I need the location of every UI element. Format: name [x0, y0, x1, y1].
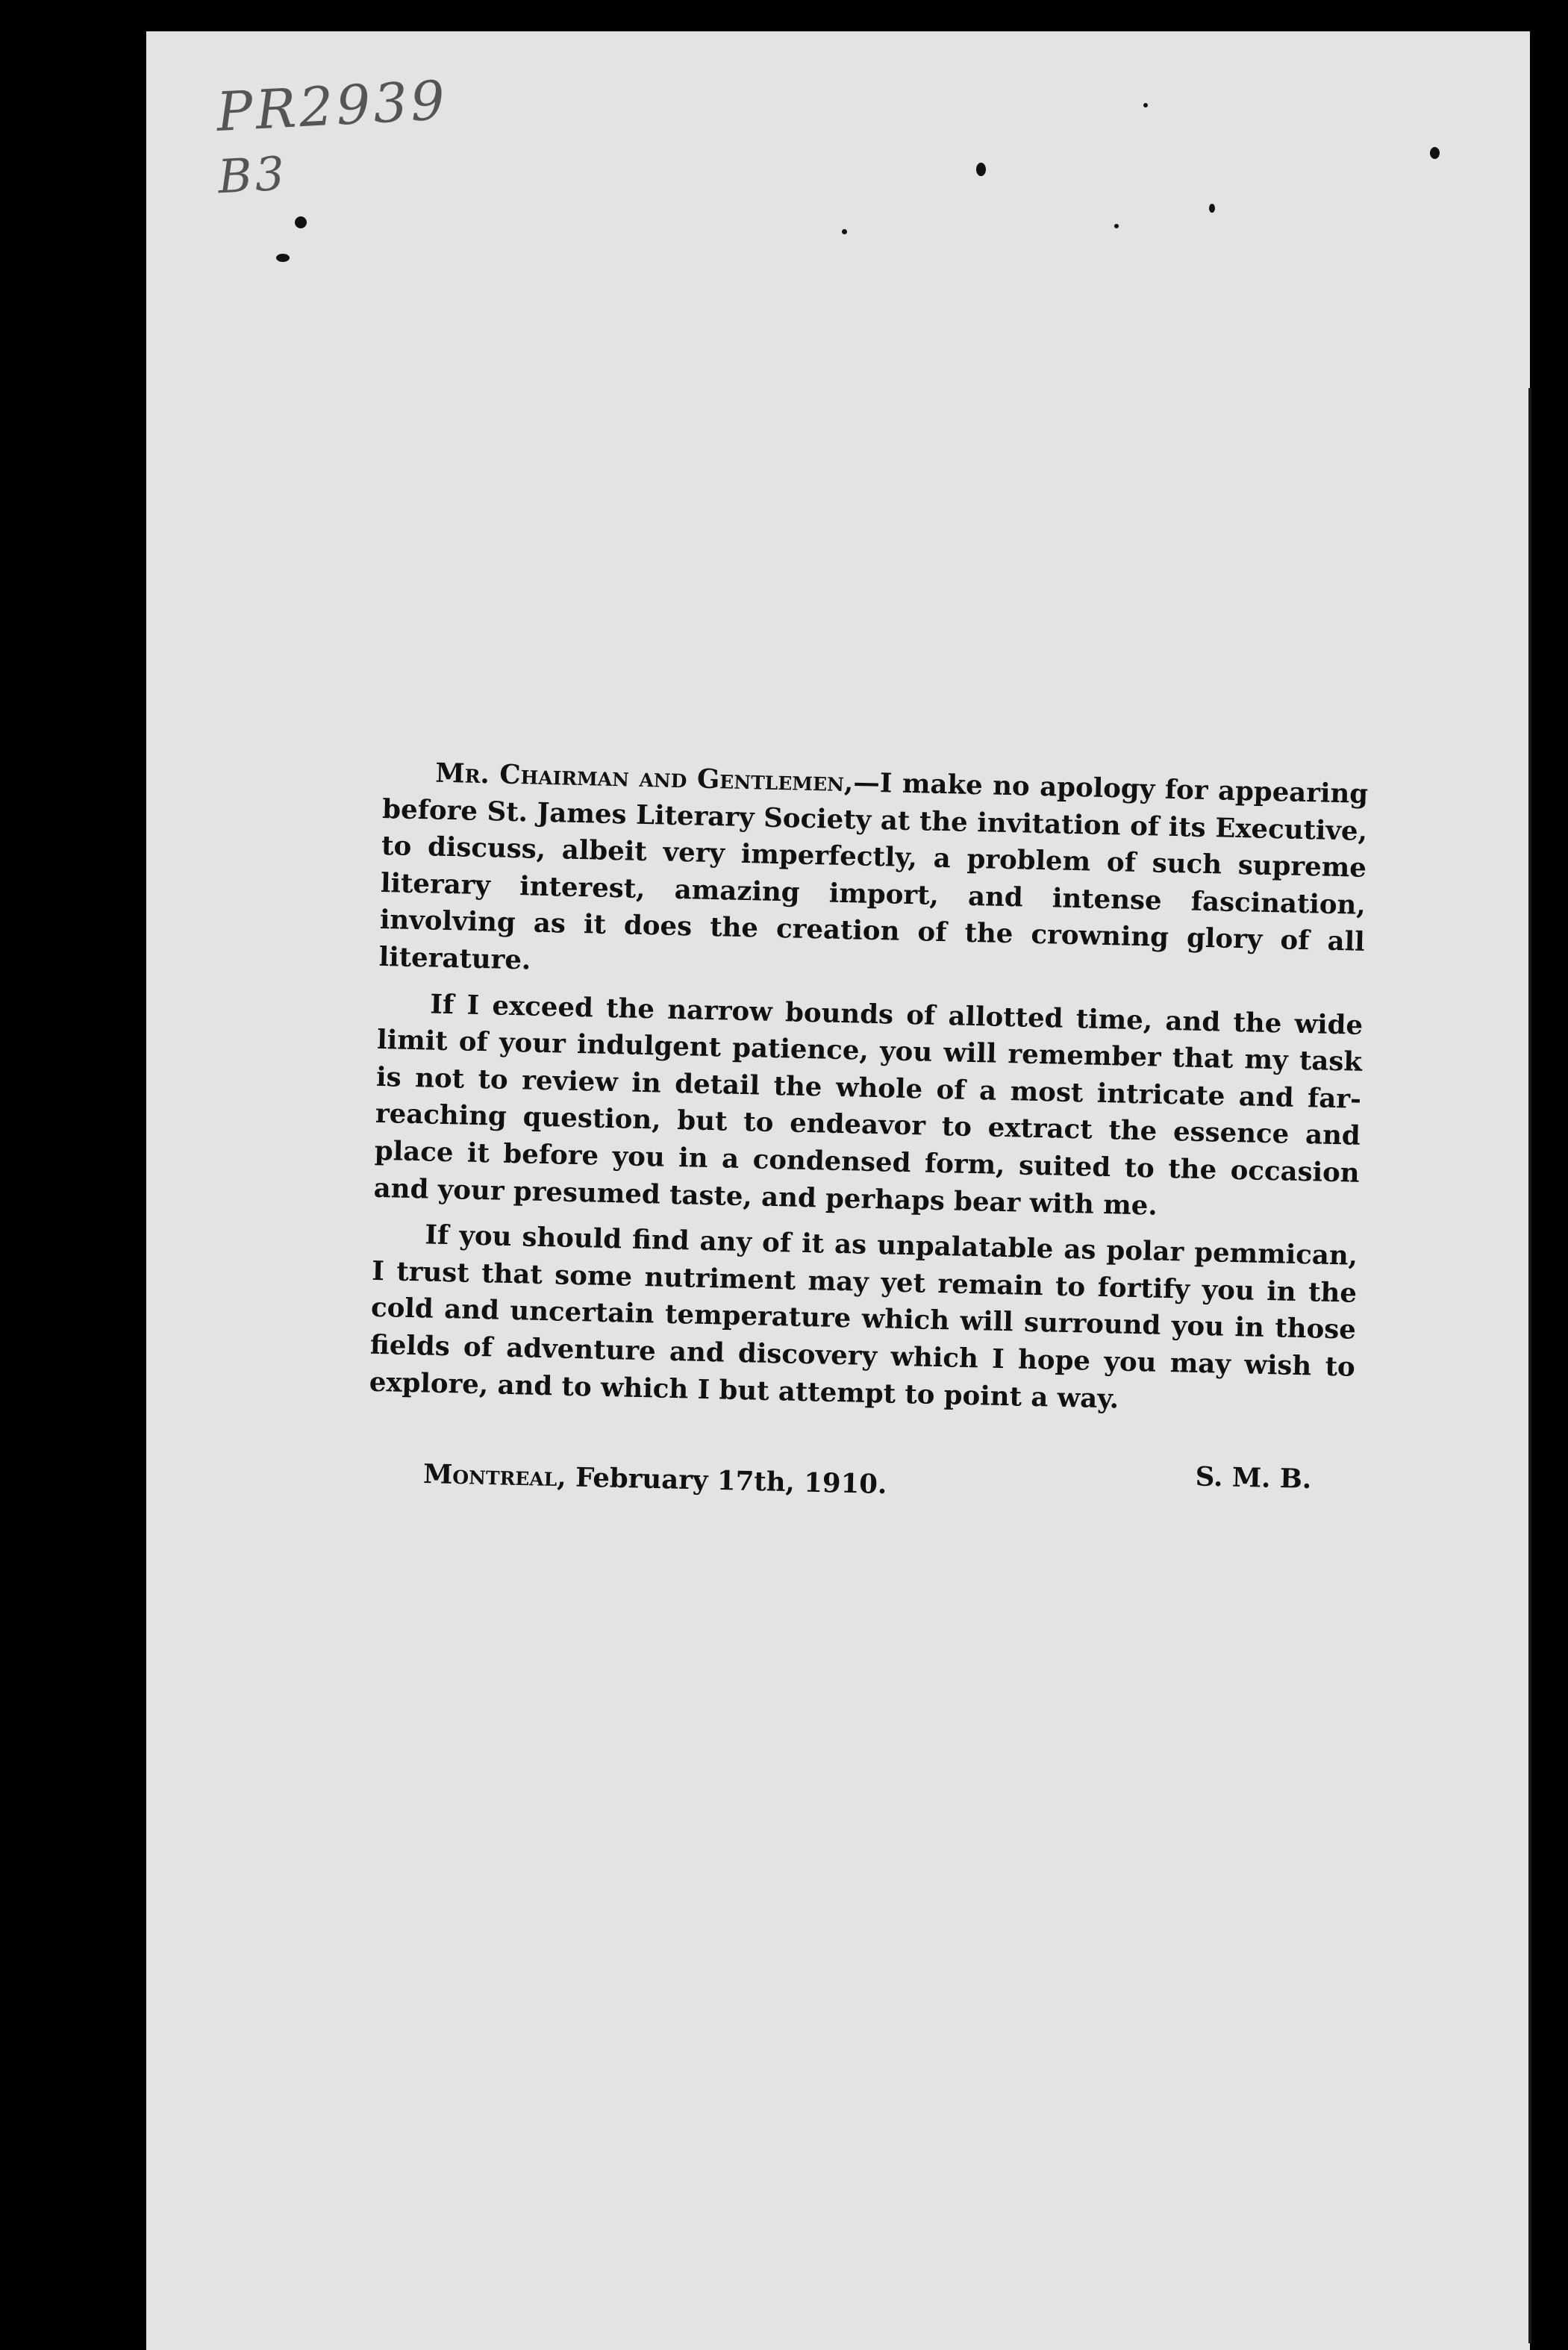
call-number-line1: PR2939: [215, 68, 449, 144]
place: Montreal,: [422, 1458, 567, 1493]
author-initials: S. M. B.: [1195, 1461, 1312, 1495]
speck-mark: [1430, 147, 1440, 159]
speck-mark: [276, 254, 290, 262]
speck-mark: [976, 163, 986, 176]
speck-mark: [1209, 204, 1215, 213]
address-text: [369, 754, 1369, 1432]
speck-mark: [295, 216, 307, 228]
salutation: Mr. Chairman and Gentlemen,: [434, 757, 854, 799]
call-number-line2: B3: [216, 146, 289, 204]
paragraph-1: [378, 754, 1368, 998]
speck-mark: [842, 229, 847, 234]
paragraph-1-text: —I make no apology for appearing before St. James Literary Society at the invitation of its Executive, to discuss, albeit very imperfectly, a problem of such supreme literary interest, amazing import, and intense fascination, involving as it does the creation of the crowning glory of all literature.: [378, 767, 1369, 976]
speck-mark: [1114, 224, 1119, 228]
page-edge-line: [1528, 388, 1531, 2343]
paragraph-2: If I exceed the narrow bounds of allotted time, and the wide limit of your indulgent patience, you will remember that my task is not to review in detail the whole of a most intricate and far-reaching question, but to endeavor to extract the essence and place it before you in a condensed form, suited to the occasion and your presumed taste, and perhaps bear with me.: [373, 989, 1364, 1222]
speck-mark: [1143, 103, 1148, 107]
paragraph-3: If you should find any of it as unpalatable as polar pemmican, I trust that some nutriment may yet remain to fortify you in the cold and uncertain temperature which will surround you in those fields of adventure and discovery which I hope you may wish to explore, and to which I but attempt to point a way.: [369, 1219, 1358, 1415]
date: February 17th, 1910.: [575, 1462, 887, 1501]
